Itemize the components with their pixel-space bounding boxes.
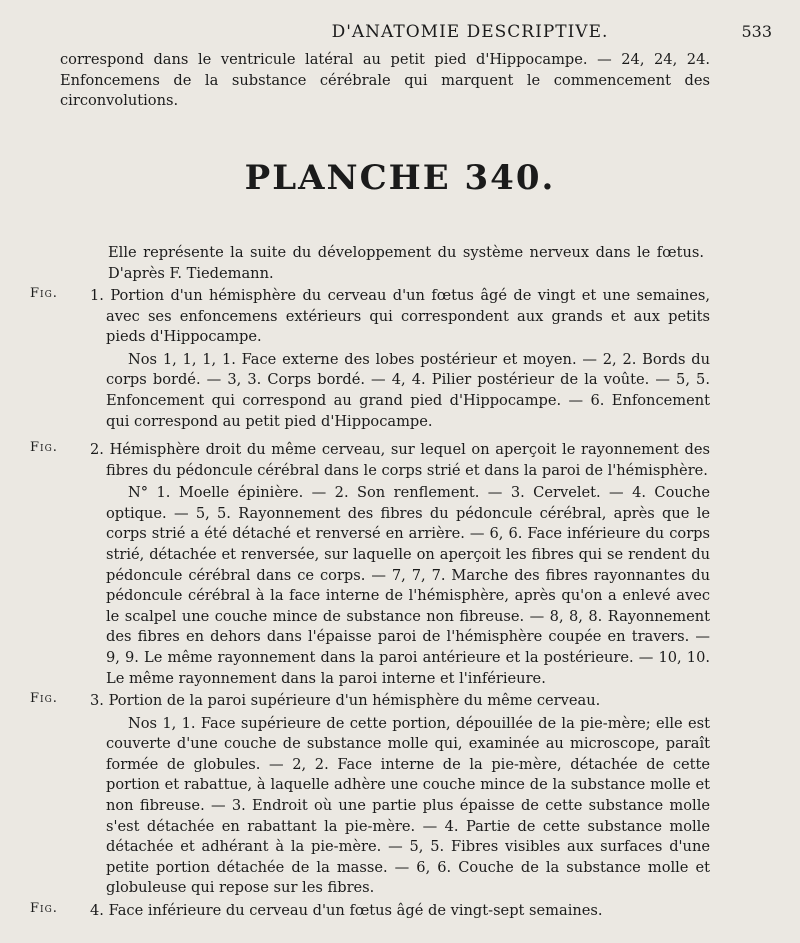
figure-label: Fig. (30, 286, 58, 301)
figure-caption: 3. Portion de la paroi supérieure d'un hémisphère du même cerveau. (90, 692, 601, 709)
figure-label: Fig. (30, 440, 58, 455)
figure-caption: 4. Face inférieure du cerveau d'un fœtus âgé de vingt-sept semaines. (90, 902, 603, 919)
page-number: 533 (741, 22, 772, 41)
plate-description: Elle représente la suite du développement du système nerveux dans le fœtus. D'après F. Tiedemann. (108, 244, 704, 282)
figure-label: Fig. (30, 691, 58, 706)
figure-caption: 2. Hémisphère droit du même cerveau, sur lequel on aperçoit le rayonnement des fibres du pédoncule cérébral dans le corps strié et dans la paroi de l'hémisphère. (90, 441, 710, 479)
figure-1-block (30, 286, 710, 432)
figure-legend: Nos 1, 1, 1, 1. Face externe des lobes postérieur et moyen. — 2, 2. Bords du corps bordé. — 3, 3. Corps bordé. — 4, 4. Pilier postérieur de la voûte. — 5, 5. Enfoncement qui correspond au grand pied d'Hippocampe. — 6. Enfoncement qui correspond au petit pied d'Hippocampe. (106, 350, 710, 430)
figure-4-block (30, 901, 710, 922)
figure-3-block (30, 691, 710, 899)
figure-label: Fig. (30, 901, 58, 916)
running-title: D'ANATOMIE DESCRIPTIVE. (331, 22, 609, 42)
plate-title: PLANCHE 340. (244, 158, 556, 198)
figure-legend: Nos 1, 1. Face supérieure de cette portion, dépouillée de la pie-mère; elle est couverte d'une couche de substance molle qui, examinée au microscope, paraît formée de globules. — 2, 2. Face interne de la pie-mère, détachée de cette portion et rabattue, à laquelle adhère une couche mince de la substance molle et non fibreuse. — 3. Endroit où une partie plus épaisse de cette substance molle s'est détachée en rabattant la pie-mère. — 4. Partie de cette substance molle détachée et adhérant à la pie-mère. — 5, 5. Fibres visibles aux surfaces d'une petite portion détachée de la masse. — 6, 6. Couche de la substance molle et globuleuse qui repose sur les fibres. (106, 714, 710, 897)
figure-legend: N° 1. Moelle épinière. — 2. Son renflement. — 3. Cervelet. — 4. Couche optique. — 5, 5. Rayonnement des fibres du pédoncule cérébral, après que le corps strié a été détaché et renversé en arrière. — 6, 6. Face inférieure du corps strié, détachée et renversée, sur laquelle on aperçoit les fibres qui se rendent du pédoncule cérébral dans ce corps. — 7, 7, 7. Marche des fibres rayonnantes du pédoncule cérébral à la face interne de l'hémisphère, après qu'on a enlevé avec le scalpel une couche mince de substance non fibreuse. — 8, 8, 8. Rayonnement des fibres en dehors dans l'épaisse paroi de l'hémisphère coupée en travers. — 9, 9. Le même rayonnement dans la paroi antérieure et la postérieure. — 10, 10. Le même rayonnement dans la paroi interne et l'inférieure. (106, 484, 710, 687)
figure-2-block (30, 440, 710, 689)
figure-caption: 1. Portion d'un hémisphère du cerveau d'un fœtus âgé de vingt et une semaines, avec ses enfoncemens extérieurs qui correspondent aux grands et aux petits pieds d'Hippocampe. (90, 287, 710, 346)
intro-paragraph: correspond dans le ventricule latéral au petit pied d'Hippocampe. — 24, 24, 24. Enfoncemens de la substance cérébrale qui marquent le commencement des circonvolutions. (60, 51, 710, 110)
